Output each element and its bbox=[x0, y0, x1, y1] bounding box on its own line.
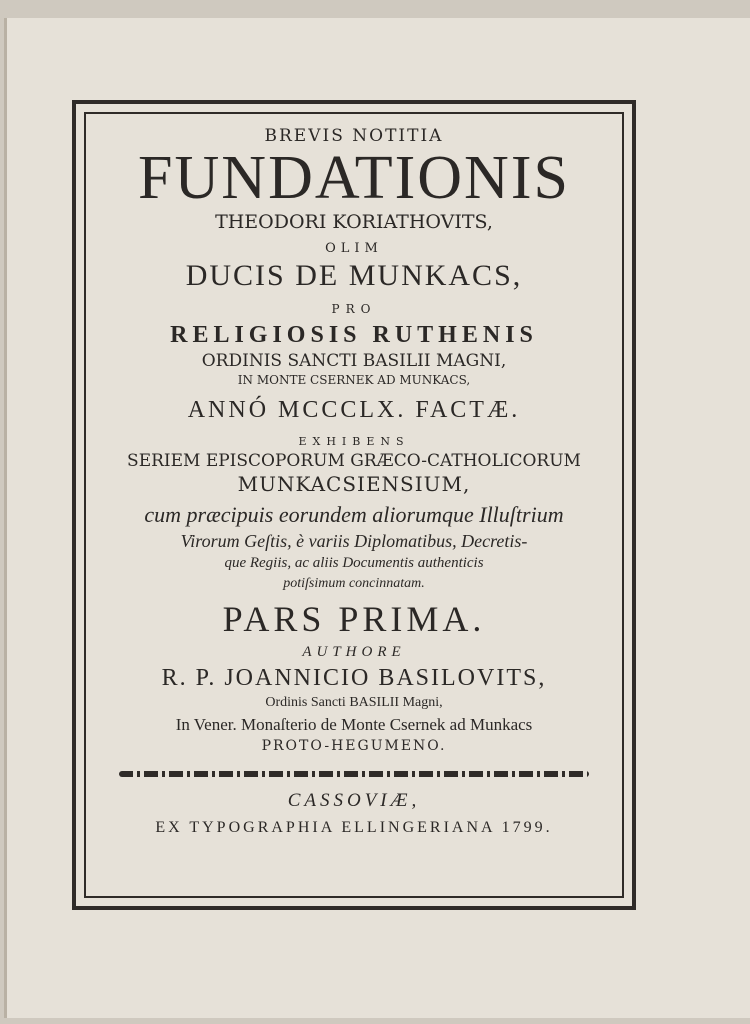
virorum-line: Virorum Geſtis, è variis Diplomatibus, Decretis- bbox=[180, 531, 528, 551]
ornamental-rule bbox=[119, 771, 589, 777]
brevis-notitia-line: BREVIS NOTITIA bbox=[264, 126, 444, 146]
place-line: CASSOVIÆ, bbox=[287, 790, 421, 811]
theodori-line: THEODORI KORIATHOVITS, bbox=[215, 211, 493, 233]
author-order-line: Ordinis Sancti BASILII Magni, bbox=[265, 695, 443, 710]
authore-line: AUTHORE bbox=[302, 644, 406, 660]
munkacsiensium-line: MUNKACSIENSIUM, bbox=[237, 472, 471, 496]
monastery-line: In Vener. Monaſterio de Monte Csernek ad Munkacs bbox=[175, 715, 533, 734]
author-name-line: R. P. JOANNICIO BASILOVITS, bbox=[161, 665, 547, 691]
cum-line: cum præcipuis eorundem aliorumque Illuſtrium bbox=[144, 502, 564, 527]
printer-line: EX TYPOGRAPHIA ELLINGERIANA 1799. bbox=[155, 819, 553, 836]
ducis-line: DUCIS DE MUNKACS, bbox=[185, 259, 523, 292]
seriem-line: SERIEM EPISCOPORUM GRÆCO-CATHOLICORUM bbox=[127, 451, 581, 471]
potissimum-line: potiſsimum concinnatam. bbox=[283, 576, 425, 591]
ordinis-line: ORDINIS SANCTI BASILII MAGNI, bbox=[201, 351, 507, 371]
pro-line: PRO bbox=[331, 302, 377, 316]
anno-line: ANNÓ MCCCLX. FACTÆ. bbox=[187, 397, 521, 423]
proto-hegumeno-line: PROTO-HEGUMENO. bbox=[261, 738, 447, 754]
olim-line: OLIM bbox=[325, 241, 383, 256]
pars-prima-line: PARS PRIMA. bbox=[222, 599, 486, 639]
in-monte-line: IN MONTE CSERNEK AD MUNKACS, bbox=[237, 373, 471, 387]
exhibens-line: EXHIBENS bbox=[298, 435, 410, 448]
main-title: FUNDATIONIS bbox=[138, 144, 570, 212]
que-regiis-line: que Regiis, ac aliis Documentis authenticis bbox=[224, 555, 484, 571]
title-page-text bbox=[90, 118, 618, 836]
religiosis-line: RELIGIOSIS RUTHENIS bbox=[170, 322, 538, 348]
